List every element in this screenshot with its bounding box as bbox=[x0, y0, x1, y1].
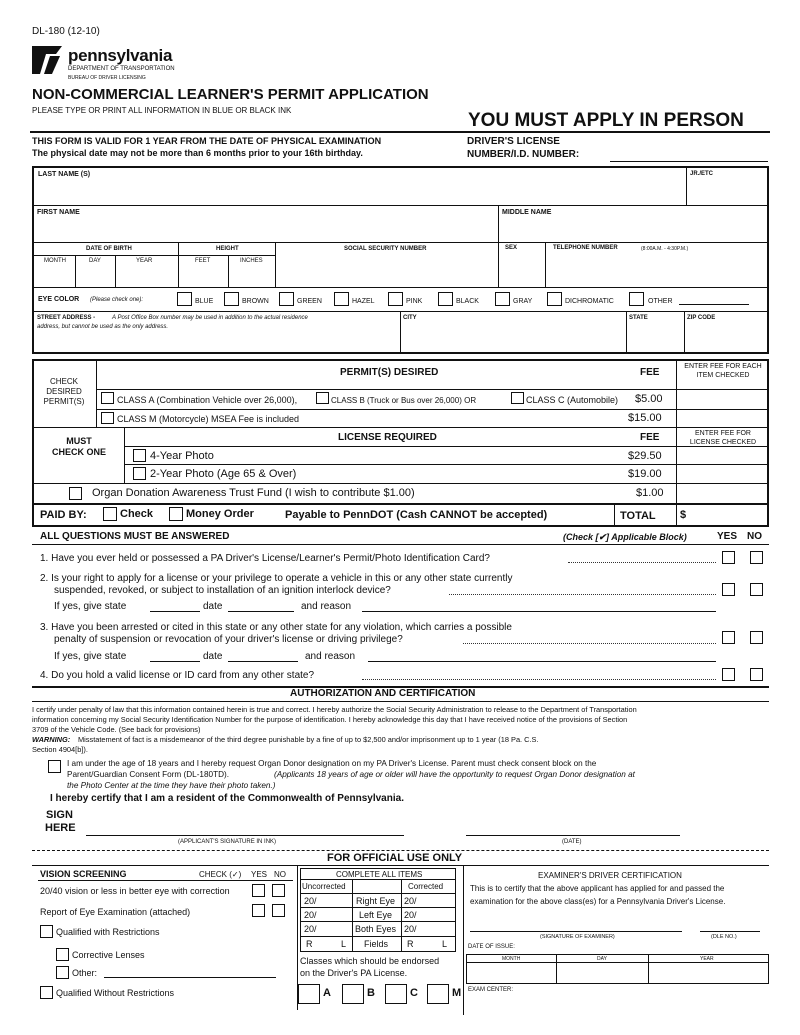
yes-header: YES bbox=[717, 531, 738, 542]
examiner-signature-label: (SIGNATURE OF EXAMINER) bbox=[540, 934, 615, 940]
q4-no-checkbox[interactable] bbox=[750, 668, 763, 681]
eye-other-label: OTHER bbox=[648, 298, 673, 305]
organ-donor-checkbox[interactable] bbox=[48, 760, 61, 773]
vision-check-label: CHECK (✓) bbox=[199, 870, 242, 879]
license-fee-header: FEE bbox=[640, 432, 660, 443]
other-restriction-checkbox[interactable] bbox=[56, 966, 69, 979]
eye-blue-label: BLUE bbox=[195, 298, 214, 305]
eye-other-checkbox[interactable] bbox=[629, 292, 644, 306]
endorse-class-m-box[interactable] bbox=[427, 984, 449, 1004]
resident-cert: I hereby certify that I am a resident of the Commonwealth of Pennsylvania. bbox=[50, 793, 404, 804]
issue-day-label: DAY bbox=[597, 956, 607, 962]
eye-brown-checkbox[interactable] bbox=[224, 292, 239, 306]
issue-year-field[interactable] bbox=[650, 964, 767, 982]
ssn-label: SOCIAL SECURITY NUMBER bbox=[344, 246, 427, 252]
issue-month-label: MONTH bbox=[502, 956, 521, 962]
organ-fund-checkbox[interactable] bbox=[69, 487, 82, 500]
auth-p4: Misstatement of fact is a misdemeanor of the third degree punishable by a fine of up to $2,500 and/or imprisonment up to 1 year (18 Pa. C.S. bbox=[78, 735, 539, 744]
eye-pink-label: PINK bbox=[406, 298, 423, 305]
logo-bureau: BUREAU OF DRIVER LICENSING bbox=[68, 75, 146, 81]
q3-reason-label: and reason bbox=[305, 651, 356, 662]
q3-date-field[interactable] bbox=[228, 661, 298, 662]
middle-name-field[interactable] bbox=[500, 218, 766, 240]
total-dollar: $ bbox=[680, 509, 687, 521]
jr-field[interactable] bbox=[688, 180, 766, 203]
auth-warning-label: WARNING: bbox=[32, 735, 71, 744]
telephone-field[interactable] bbox=[547, 256, 766, 286]
questions-check-note: (Check [✔] Applicable Block) bbox=[563, 532, 687, 542]
here-label: HERE bbox=[45, 822, 76, 834]
corrective-lenses-checkbox[interactable] bbox=[56, 948, 69, 961]
eye-other-field[interactable] bbox=[679, 304, 749, 305]
endorse-class-b-box[interactable] bbox=[342, 984, 364, 1004]
class-abc-fee: $5.00 bbox=[635, 393, 663, 405]
check-desired-label: CHECK DESIRED PERMIT(S) bbox=[43, 377, 85, 406]
question-2b: suspended, revoked, or subject to installation of an ignition interlock device? bbox=[54, 585, 391, 596]
auth-header: AUTHORIZATION AND CERTIFICATION bbox=[290, 688, 476, 699]
signature-date-field[interactable] bbox=[466, 835, 680, 836]
auth-p5: Section 4904[b]). bbox=[32, 745, 88, 754]
class-b-label: CLASS B (Truck or Bus over 26,000) OR bbox=[331, 396, 477, 405]
question-1: 1. Have you ever held or possessed a PA Driver's License/Learner's Permit/Photo Identification Card? bbox=[40, 553, 490, 564]
organ-donor-2: Parent/Guardian Consent Form (DL-180TD). bbox=[67, 770, 229, 779]
q3-state-label: If yes, give state bbox=[54, 651, 127, 662]
endorse-class-a-box[interactable] bbox=[298, 984, 320, 1004]
corrected-label: Corrected bbox=[408, 882, 444, 891]
street-note-2: address, but cannot be used as the only address. bbox=[37, 324, 169, 330]
license-header: LICENSE REQUIRED bbox=[338, 432, 437, 443]
qualified-without-restrictions-label: Qualified Without Restrictions bbox=[56, 988, 175, 998]
date-of-issue-label: DATE OF ISSUE: bbox=[468, 944, 515, 950]
endorse-class-c-label: C bbox=[410, 987, 418, 999]
state-label: STATE bbox=[629, 315, 648, 321]
be-corrected-prefix: 20/ bbox=[404, 924, 417, 934]
questions-header: ALL QUESTIONS MUST BE ANSWERED bbox=[40, 531, 230, 542]
organ-fund-fee-field[interactable] bbox=[678, 485, 766, 502]
eye-exam-no-checkbox[interactable] bbox=[272, 904, 285, 917]
class-m-fee: $15.00 bbox=[628, 412, 662, 424]
examiner-text-2: examination for the above class(es) for a Pennsylvania Driver's License. bbox=[470, 897, 726, 906]
official-header: FOR OFFICIAL USE ONLY bbox=[327, 852, 463, 864]
class-m-fee-field[interactable] bbox=[678, 410, 766, 426]
auth-p1: I certify under penalty of law that this information contained herein is true and correct. I hereby authorize the Social Security Administration to release to the Department of Transportation bbox=[32, 705, 637, 714]
right-eye-label: Right Eye bbox=[356, 896, 396, 906]
paid-money-order-checkbox[interactable] bbox=[169, 507, 183, 521]
vision-20-40-yes-checkbox[interactable] bbox=[252, 884, 265, 897]
q2-date-field[interactable] bbox=[228, 611, 294, 612]
q2-reason-label: and reason bbox=[301, 601, 352, 612]
complete-all-items-label: COMPLETE ALL ITEMS bbox=[336, 870, 423, 879]
signature-date-label: (DATE) bbox=[562, 839, 582, 845]
paid-money-order-label: Money Order bbox=[186, 508, 254, 520]
page-subtitle: PLEASE TYPE OR PRINT ALL INFORMATION IN BLUE OR BLACK INK bbox=[32, 106, 292, 115]
telephone-label: TELEPHONE NUMBER bbox=[553, 245, 618, 251]
qualified-without-restrictions-checkbox[interactable] bbox=[40, 986, 53, 999]
sex-label: SEX bbox=[505, 245, 518, 251]
telephone-hours: (8:00A.M. - 4:30P.M.) bbox=[641, 246, 689, 252]
paid-by-label: PAID BY: bbox=[40, 509, 87, 521]
two-year-fee-field[interactable] bbox=[678, 465, 766, 482]
middle-name-label: MIDDLE NAME bbox=[502, 209, 552, 216]
eye-brown-label: BROWN bbox=[242, 298, 269, 305]
class-m-checkbox[interactable] bbox=[101, 412, 114, 424]
organ-donor-2b: (Applicants 18 years of age or older will have the opportunity to request Organ Donor designation at bbox=[274, 770, 635, 779]
q2-no-checkbox[interactable] bbox=[750, 583, 763, 596]
class-m-label: CLASS M (Motorcycle) MSEA Fee is included bbox=[117, 414, 300, 424]
dl-number-label-1: DRIVER'S LICENSE bbox=[467, 136, 560, 147]
height-label: HEIGHT bbox=[216, 246, 239, 252]
exam-center-field[interactable] bbox=[520, 985, 766, 1007]
auth-p2: information concerning my Social Security Identification Number for the purpose of identification. I hereby acknowledge this day that I have received notice of the provisions of Section bbox=[32, 715, 628, 724]
issue-day-field[interactable] bbox=[558, 964, 646, 982]
total-field[interactable] bbox=[692, 505, 766, 524]
dle-no-field[interactable] bbox=[700, 931, 760, 932]
four-year-label: 4-Year Photo bbox=[150, 450, 214, 462]
auth-p3: 3709 of the Vehicle Code. (See back for provisions) bbox=[32, 725, 201, 734]
permits-block bbox=[32, 359, 769, 527]
eye-exam-yes-checkbox[interactable] bbox=[252, 904, 265, 917]
logo-dept: DEPARTMENT OF TRANSPORTATION bbox=[68, 66, 175, 72]
street-note-1: A Post Office Box number may be used in addition to the actual residence bbox=[112, 315, 308, 321]
four-year-checkbox[interactable] bbox=[133, 449, 146, 462]
no-header: NO bbox=[747, 531, 762, 542]
eye-green-checkbox[interactable] bbox=[279, 292, 294, 306]
zip-label: ZIP CODE bbox=[687, 315, 716, 321]
other-restriction-field[interactable] bbox=[104, 977, 276, 978]
street-address-field[interactable] bbox=[36, 332, 398, 351]
eye-dichromatic-checkbox[interactable] bbox=[547, 292, 562, 306]
examiner-text-1: This is to certify that the above applicant has applied for and passed the bbox=[470, 884, 725, 893]
eye-dichromatic-label: DICHROMATIC bbox=[565, 298, 614, 305]
question-2a: 2. Is your right to apply for a license or your privilege to operate a vehicle in this or any other state currently bbox=[40, 573, 513, 584]
dob-label: DATE OF BIRTH bbox=[86, 246, 132, 252]
height-feet-label: FEET bbox=[195, 258, 211, 264]
eye-gray-checkbox[interactable] bbox=[495, 292, 510, 306]
q3-no-checkbox[interactable] bbox=[750, 631, 763, 644]
q3-yes-checkbox[interactable] bbox=[722, 631, 735, 644]
city-label: CITY bbox=[403, 315, 417, 321]
vision-screening-label: VISION SCREENING bbox=[40, 869, 127, 879]
exam-center-label: EXAM CENTER: bbox=[468, 987, 514, 993]
applicant-signature-field[interactable] bbox=[86, 835, 404, 836]
height-inches-label: INCHES bbox=[240, 258, 263, 264]
last-name-label: LAST NAME (S) bbox=[38, 171, 91, 178]
endorse-class-m-label: M bbox=[452, 987, 462, 999]
state-field[interactable] bbox=[628, 324, 683, 351]
logo-name: pennsylvania bbox=[68, 46, 173, 65]
eye-gray-label: GRAY bbox=[513, 298, 533, 305]
q3-reason-field[interactable] bbox=[368, 661, 716, 662]
eye-pink-checkbox[interactable] bbox=[388, 292, 403, 306]
class-c-checkbox[interactable] bbox=[511, 392, 524, 404]
eye-blue-checkbox[interactable] bbox=[177, 292, 192, 306]
question-3a: 3. Have you been arrested or cited in this state or any other state for any violation, which carries a possible bbox=[40, 622, 512, 633]
eye-hazel-checkbox[interactable] bbox=[334, 292, 349, 306]
q2-reason-field[interactable] bbox=[362, 611, 716, 612]
first-name-field[interactable] bbox=[36, 218, 496, 240]
eye-black-label: BLACK bbox=[456, 298, 479, 305]
fields-corrected-r: R bbox=[407, 939, 414, 949]
classes-note-2: on the Driver's PA License. bbox=[300, 968, 408, 978]
sign-label: SIGN bbox=[46, 809, 73, 821]
class-abc-fee-field[interactable] bbox=[678, 390, 766, 408]
eye-hazel-label: HAZEL bbox=[352, 298, 375, 305]
dob-day-field[interactable] bbox=[77, 266, 114, 286]
two-year-label: 2-Year Photo (Age 65 & Over) bbox=[150, 468, 297, 480]
eye-color-hint: (Please check one): bbox=[90, 297, 144, 303]
q2-state-field[interactable] bbox=[150, 611, 200, 612]
q2-date-label: date bbox=[203, 601, 223, 612]
be-uncorrected-prefix: 20/ bbox=[304, 924, 317, 934]
left-eye-label: Left Eye bbox=[359, 910, 393, 920]
le-uncorrected-prefix: 20/ bbox=[304, 910, 317, 920]
height-inches-field[interactable] bbox=[230, 266, 274, 286]
form-id: DL-180 (12-10) bbox=[32, 26, 100, 37]
re-corrected-prefix: 20/ bbox=[404, 896, 417, 906]
sex-field[interactable] bbox=[500, 256, 544, 286]
ssn-field[interactable] bbox=[277, 256, 497, 286]
dob-month-label: MONTH bbox=[44, 258, 66, 264]
qualified-restrictions-checkbox[interactable] bbox=[40, 925, 53, 938]
first-name-label: FIRST NAME bbox=[37, 209, 80, 216]
paid-check-label: Check bbox=[120, 508, 154, 520]
q3-date-label: date bbox=[203, 651, 223, 662]
permits-fee-header: FEE bbox=[640, 367, 660, 378]
dob-year-field[interactable] bbox=[117, 266, 177, 286]
dob-day-label: DAY bbox=[89, 258, 101, 264]
class-a-label: CLASS A (Combination Vehicle over 26,000), bbox=[117, 395, 298, 405]
dob-year-label: YEAR bbox=[136, 258, 153, 264]
jr-label: JR./ETC bbox=[690, 171, 714, 177]
paid-check-checkbox[interactable] bbox=[103, 507, 117, 521]
organ-fund-fee: $1.00 bbox=[636, 487, 664, 499]
vision-20-40-no-checkbox[interactable] bbox=[272, 884, 285, 897]
organ-donor-3: the Photo Center at the time they have their photo taken.) bbox=[67, 781, 276, 790]
both-eyes-label: Both Eyes bbox=[355, 924, 397, 934]
dob-month-field[interactable] bbox=[36, 266, 74, 286]
issue-year-label: YEAR bbox=[700, 956, 714, 962]
class-b-checkbox[interactable] bbox=[316, 392, 329, 404]
uncorrected-label: Uncorrected bbox=[302, 882, 346, 891]
dl-number-field[interactable] bbox=[610, 161, 768, 162]
vision-20-40-label: 20/40 vision or less in better eye with correction bbox=[40, 886, 230, 896]
class-a-checkbox[interactable] bbox=[101, 392, 114, 404]
question-4: 4. Do you hold a valid license or ID card from any other state? bbox=[40, 670, 315, 681]
license-enter-fee: ENTER FEE FOR LICENSE CHECKED bbox=[689, 430, 757, 446]
organ-donor-1: I am under the age of 18 years and I hereby request Organ Donor designation on my PA Driver's License. Parent must check consent block on the bbox=[67, 759, 597, 768]
q2-state-label: If yes, give state bbox=[54, 601, 127, 612]
endorse-class-a-label: A bbox=[323, 987, 331, 999]
eye-black-checkbox[interactable] bbox=[438, 292, 453, 306]
must-check-label: MUST CHECK ONE bbox=[52, 436, 107, 457]
q2-yes-checkbox[interactable] bbox=[722, 583, 735, 596]
two-year-checkbox[interactable] bbox=[133, 467, 146, 480]
q4-yes-checkbox[interactable] bbox=[722, 668, 735, 681]
qualified-restrictions-label: Qualified with Restrictions bbox=[56, 927, 160, 937]
vision-no-label: NO bbox=[274, 870, 286, 879]
street-address-label: STREET ADDRESS - bbox=[37, 315, 96, 321]
city-field[interactable] bbox=[402, 324, 625, 351]
permits-enter-fee: ENTER FEE FOR EACH ITEM CHECKED bbox=[684, 363, 762, 379]
organ-fund-label: Organ Donation Awareness Trust Fund (I wish to contribute $1.00) bbox=[92, 487, 415, 499]
fields-uncorrected-l: L bbox=[341, 939, 347, 949]
height-feet-field[interactable] bbox=[180, 266, 227, 286]
issue-month-field[interactable] bbox=[468, 964, 554, 982]
class-c-label: CLASS C (Automobile) bbox=[526, 395, 619, 405]
page-title: NON-COMMERCIAL LEARNER'S PERMIT APPLICATION bbox=[32, 86, 429, 103]
header-rule bbox=[30, 131, 770, 133]
eye-green-label: GREEN bbox=[297, 298, 322, 305]
eye-color-label: EYE COLOR bbox=[38, 296, 80, 303]
re-uncorrected-prefix: 20/ bbox=[304, 896, 317, 906]
q3-state-field[interactable] bbox=[150, 661, 200, 662]
permits-header: PERMIT(S) DESIRED bbox=[340, 367, 439, 378]
endorse-class-c-box[interactable] bbox=[385, 984, 407, 1004]
two-year-fee: $19.00 bbox=[628, 468, 662, 480]
fields-corrected-l: L bbox=[442, 939, 448, 949]
payable-note: Payable to PennDOT (Cash CANNOT be accepted) bbox=[285, 509, 548, 521]
dle-no-label: (DLE NO.) bbox=[711, 934, 737, 940]
eye-exam-report-label: Report of Eye Examination (attached) bbox=[40, 907, 191, 917]
examiner-signature-field[interactable] bbox=[470, 931, 682, 932]
fields-uncorrected-r: R bbox=[306, 939, 313, 949]
le-corrected-prefix: 20/ bbox=[404, 910, 417, 920]
question-3b: penalty of suspension or revocation of your driver's license or driving privilege? bbox=[54, 634, 403, 645]
other-restriction-label: Other: bbox=[72, 968, 98, 978]
four-year-fee-field[interactable] bbox=[678, 447, 766, 463]
dl-number-label-2: NUMBER/I.D. NUMBER: bbox=[467, 149, 580, 160]
vision-yes-label: YES bbox=[251, 870, 268, 879]
corrective-lenses-label: Corrective Lenses bbox=[72, 950, 145, 960]
examiner-title: EXAMINER'S DRIVER CERTIFICATION bbox=[538, 871, 682, 880]
endorse-class-b-label: B bbox=[367, 987, 375, 999]
four-year-fee: $29.50 bbox=[628, 450, 662, 462]
total-label: TOTAL bbox=[620, 510, 656, 522]
in-person-notice: YOU MUST APPLY IN PERSON bbox=[468, 110, 744, 131]
classes-note-1: Classes which should be endorsed bbox=[300, 956, 440, 966]
q1-no-checkbox[interactable] bbox=[750, 551, 763, 564]
physical-note: The physical date may not be more than 6 months prior to your 16th birthday. bbox=[32, 148, 363, 158]
valid-note: THIS FORM IS VALID FOR 1 YEAR FROM THE DATE OF PHYSICAL EXAMINATION bbox=[32, 136, 382, 146]
fields-label: Fields bbox=[364, 939, 389, 949]
applicant-signature-label: (APPLICANT'S SIGNATURE IN INK) bbox=[178, 839, 277, 845]
pennsylvania-keystone-logo-icon bbox=[30, 44, 64, 76]
q1-yes-checkbox[interactable] bbox=[722, 551, 735, 564]
zip-field[interactable] bbox=[686, 324, 766, 351]
last-name-field[interactable] bbox=[36, 180, 684, 203]
